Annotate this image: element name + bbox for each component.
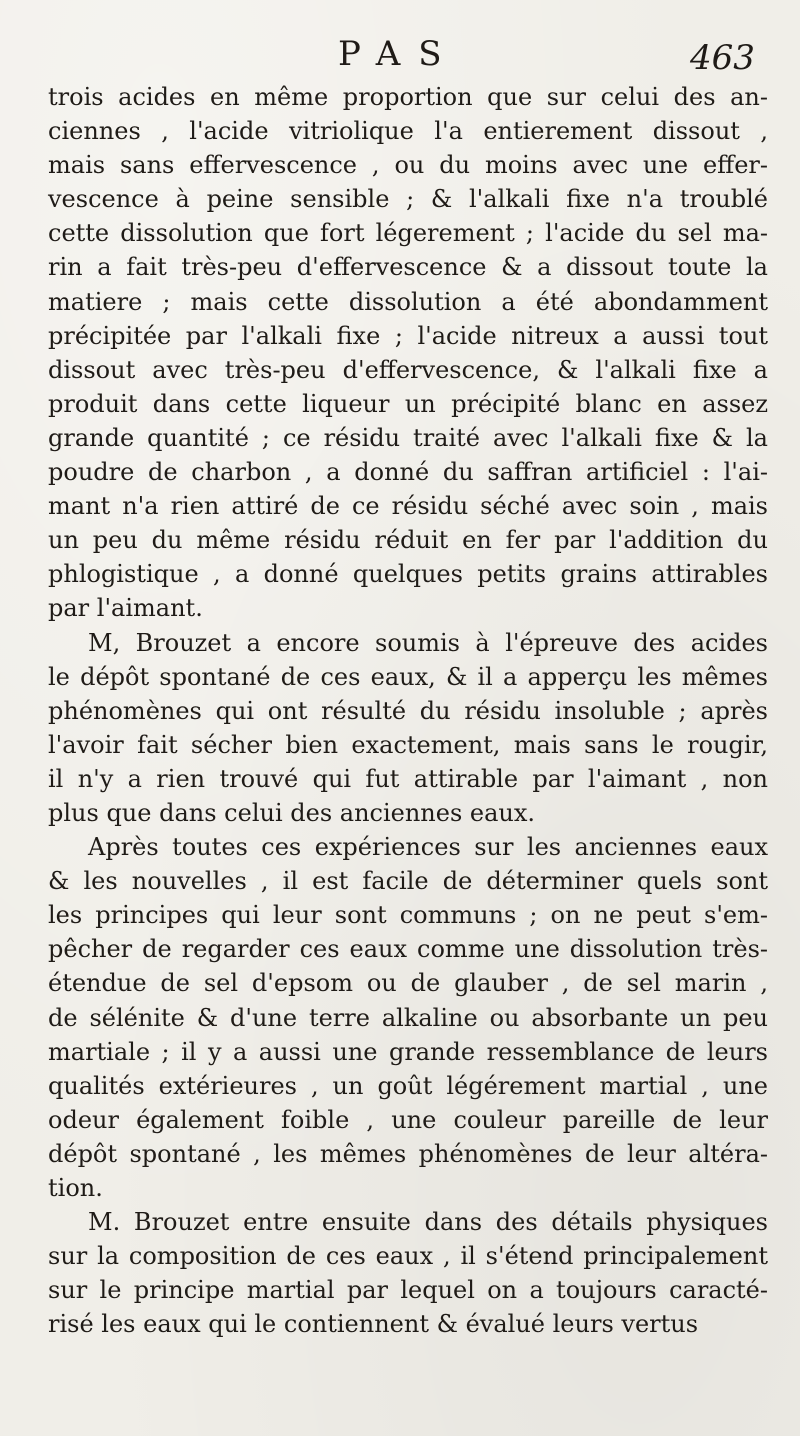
- text-line: par l'aimant.: [48, 594, 203, 623]
- page-number: 463: [690, 38, 755, 78]
- text-line: il n'y a rien trouvé qui fut attirable par l'aimant , non: [48, 764, 768, 793]
- text-line: M, Brouzet a encore soumis à l'épreuve des acides: [88, 628, 768, 657]
- paragraph: [48, 80, 768, 626]
- text-line: sur la composition de ces eaux , il s'étend principalement: [48, 1242, 768, 1271]
- text-line: vescence à peine sensible ; & l'alkali fixe n'a troublé: [48, 185, 768, 214]
- text-line: l'avoir fait sécher bien exactement, mais sans le rougir,: [48, 730, 768, 759]
- text-line: grande quantité ; ce résidu traité avec l'alkali fixe & la: [48, 423, 768, 452]
- text-line: trois acides en même proportion que sur celui des an-: [48, 83, 768, 111]
- text-line: ciennes , l'acide vitriolique l'a entierement dissout ,: [48, 117, 768, 146]
- text-line: phénomènes qui ont résulté du résidu insoluble ; après: [48, 696, 768, 725]
- text-line: tion.: [48, 1174, 103, 1202]
- text-line: rin a fait très-peu d'effervescence & a dissout toute la: [48, 253, 768, 282]
- running-head: [0, 34, 800, 78]
- text-line: dépôt spontané , les mêmes phénomènes de leur altéra-: [48, 1139, 768, 1168]
- body-text: [48, 80, 768, 1341]
- text-line: un peu du même résidu réduit en fer par l'addition du: [48, 526, 768, 555]
- text-line: qualités extérieures , un goût légérement martial , une: [48, 1071, 768, 1100]
- paragraph: [48, 626, 768, 831]
- text-line: le dépôt spontané de ces eaux, & il a apperçu les mêmes: [48, 662, 768, 691]
- text-line: dissout avec très-peu d'effervescence, & l'alkali fixe a: [48, 355, 768, 384]
- text-line: phlogistique , a donné quelques petits grains attirables: [48, 560, 768, 589]
- text-line: étendue de sel d'epsom ou de glauber , de sel marin ,: [48, 969, 768, 998]
- text-line: Après toutes ces expériences sur les anciennes eaux: [88, 833, 768, 862]
- text-line: risé les eaux qui le contiennent & évalué leurs vertus: [48, 1310, 699, 1339]
- running-title: PAS: [338, 34, 460, 74]
- text-line: pêcher de regarder ces eaux comme une dissolution très-: [48, 935, 768, 964]
- text-line: cette dissolution que fort légerement ; l'acide du sel ma-: [48, 219, 768, 248]
- text-line: les principes qui leur sont communs ; on ne peut s'em-: [48, 901, 768, 930]
- text-line: & les nouvelles , il est facile de déterminer quels sont: [48, 867, 768, 896]
- text-line: mant n'a rien attiré de ce résidu séché avec soin , mais: [48, 492, 768, 521]
- text-line: précipitée par l'alkali fixe ; l'acide nitreux a aussi tout: [48, 321, 768, 350]
- text-line: de sélénite & d'une terre alkaline ou absorbante un peu: [48, 1003, 768, 1032]
- text-line: sur le principe martial par lequel on a toujours caracté-: [48, 1276, 768, 1305]
- text-line: M. Brouzet entre ensuite dans des détails physiques: [88, 1208, 768, 1237]
- text-line: produit dans cette liqueur un précipité blanc en assez: [48, 389, 768, 418]
- text-line: martiale ; il y a aussi une grande ressemblance de leurs: [48, 1037, 768, 1066]
- text-line: mais sans effervescence , ou du moins avec une effer-: [48, 151, 768, 180]
- text-line: odeur également foible , une couleur pareille de leur: [48, 1105, 768, 1134]
- paragraph: [48, 1205, 768, 1341]
- paragraph: [48, 830, 768, 1205]
- text-line: poudre de charbon , a donné du saffran artificiel : l'ai-: [48, 458, 768, 487]
- text-line: matiere ; mais cette dissolution a été abondamment: [48, 287, 768, 316]
- text-line: plus que dans celui des anciennes eaux.: [48, 798, 536, 827]
